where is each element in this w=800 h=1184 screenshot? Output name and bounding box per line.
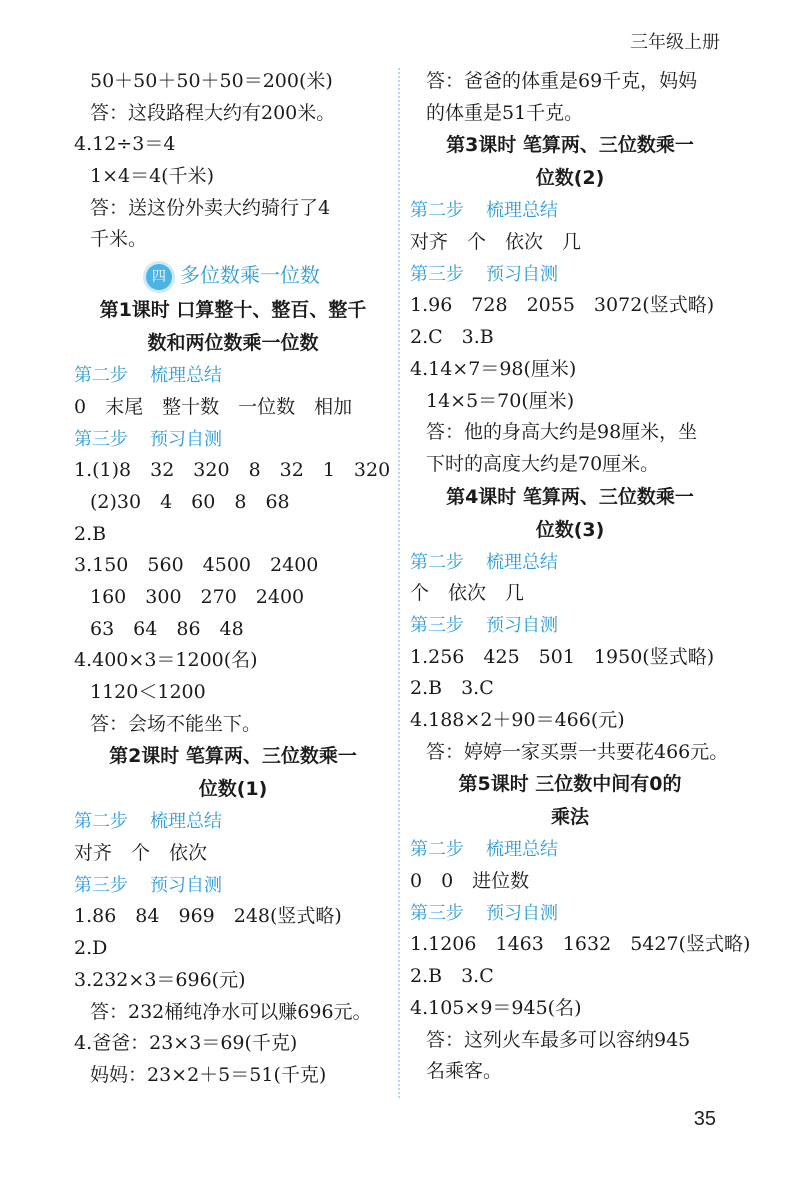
answer-line: 2.B 3.C [410,677,494,700]
answer-line: 1.1206 1463 1632 5427(竖式略) [410,933,751,956]
answer-line: 答：这列火车最多可以容纳945 [426,1028,691,1051]
answer-line: 2.B 3.C [410,965,494,988]
answer-line: 答：送这份外卖大约骑行了4 [90,196,331,219]
lesson-title: 第5课时 三位数中间有0的 [458,773,682,796]
answer-line: 个 依次 几 [410,582,525,605]
step-label: 第二步 [410,551,464,573]
step-title: 梳理总结 [486,200,558,222]
answer-line: (2)30 4 60 8 68 [90,490,290,513]
answer-line: 3.150 560 4500 2400 [74,554,319,577]
answer-line: 4.14×7＝98(厘米) [410,357,577,380]
answer-line: 的体重是51千克。 [426,101,584,124]
step-heading [410,610,730,642]
unit-number-badge: 四 [146,264,172,290]
step-heading [410,259,730,291]
step-heading [74,806,392,838]
answer-line: 千米。 [90,228,148,251]
lesson-title: 第2课时 笔算两、三位数乘一 [109,745,357,768]
lesson-title: 第4课时 笔算两、三位数乘一 [446,485,694,508]
lesson-title: 数和两位数乘一位数 [147,332,319,355]
step-label: 第三步 [410,902,464,924]
unit-title-text: 多位数乘一位数 [180,263,320,288]
answer-line: 63 64 86 48 [90,617,244,640]
lesson-title: 位数(1) [198,778,268,801]
answer-line: 0 0 进位数 [410,870,530,893]
answer-line: 2.B [74,522,107,545]
step-label: 第二步 [410,839,464,861]
step-title: 梳理总结 [486,839,558,861]
step-title: 预习自测 [486,902,558,924]
step-label: 第三步 [410,614,464,636]
step-heading [410,898,730,930]
answer-line: 答：这段路程大约有200米。 [90,101,336,124]
answer-line: 1.(1)8 32 320 8 32 1 320 [74,459,391,482]
step-heading [74,424,392,456]
answer-line: 4.188×2＋90＝466(元) [410,709,625,731]
step-heading [74,360,392,392]
step-title: 梳理总结 [150,811,222,833]
step-heading [410,547,730,579]
step-heading [410,834,730,866]
step-heading [74,870,392,902]
answer-line: 160 300 270 2400 [90,585,305,608]
answer-line: 1.256 425 501 1950(竖式略) [410,645,715,668]
column-divider [398,68,400,1098]
lesson-title: 位数(2) [535,167,605,190]
step-title: 梳理总结 [150,365,222,387]
lesson-title: 位数(3) [535,518,605,541]
answer-line: 答：会场不能坐下。 [90,712,262,735]
step-title: 预习自测 [150,874,222,896]
answer-line: 1×4＝4(千米) [90,165,215,188]
step-label: 第二步 [74,365,128,387]
step-title: 预习自测 [486,614,558,636]
answer-line: 4.爸爸：23×3＝69(千克) [74,1032,298,1055]
step-heading [410,195,730,227]
step-label: 第二步 [74,811,128,833]
lesson-title: 第1课时 口算整十、整百、整千 [99,299,367,322]
step-label: 第三步 [74,428,128,450]
answer-line: 2.D [74,937,108,960]
answer-line: 下时的高度大约是70厘米。 [426,452,660,475]
answer-line: 1120＜1200 [90,681,206,703]
answer-line: 4.12÷3＝4 [74,133,176,156]
answer-line: 4.105×9＝945(名) [410,996,582,1019]
step-title: 梳理总结 [486,551,558,573]
answer-line: 14×5＝70(厘米) [426,389,575,412]
left-column [74,66,392,1092]
answer-line: 1.96 728 2055 3072(竖式略) [410,294,715,317]
answer-line: 4.400×3＝1200(名) [74,649,258,672]
answer-line: 名乘客。 [426,1060,503,1083]
answer-line: 50＋50＋50＋50＝200(米) [90,70,333,92]
answer-line: 妈妈：23×2＋5＝51(千克) [90,1063,327,1086]
page-number: 35 [693,1108,716,1130]
answer-line: 答：他的身高大约是98厘米，坐 [426,421,698,444]
answer-line: 2.C 3.B [410,326,494,349]
answer-line: 对齐 个 依次 几 [410,231,582,254]
step-label: 第二步 [410,200,464,222]
answer-line: 3.232×3＝696(元) [74,968,246,991]
unit-title [74,256,392,294]
grade-header: 三年级上册 [630,32,720,53]
step-label: 第三步 [74,874,128,896]
answer-line: 答：爸爸的体重是69千克，妈妈 [426,70,698,92]
right-column [410,66,751,1088]
answer-line: 对齐 个 依次 [74,842,208,865]
answer-line: 答：婷婷一家买票一共要花466元。 [426,740,729,763]
lesson-title: 乘法 [550,806,589,829]
answer-line: 1.86 84 969 248(竖式略) [74,905,342,928]
lesson-title: 第3课时 笔算两、三位数乘一 [446,134,694,157]
answer-line: 0 末尾 整十数 一位数 相加 [74,395,353,418]
step-title: 预习自测 [486,263,558,285]
step-label: 第三步 [410,263,464,285]
step-title: 预习自测 [150,428,222,450]
answer-line: 答：232桶纯净水可以赚696元。 [90,1000,372,1023]
